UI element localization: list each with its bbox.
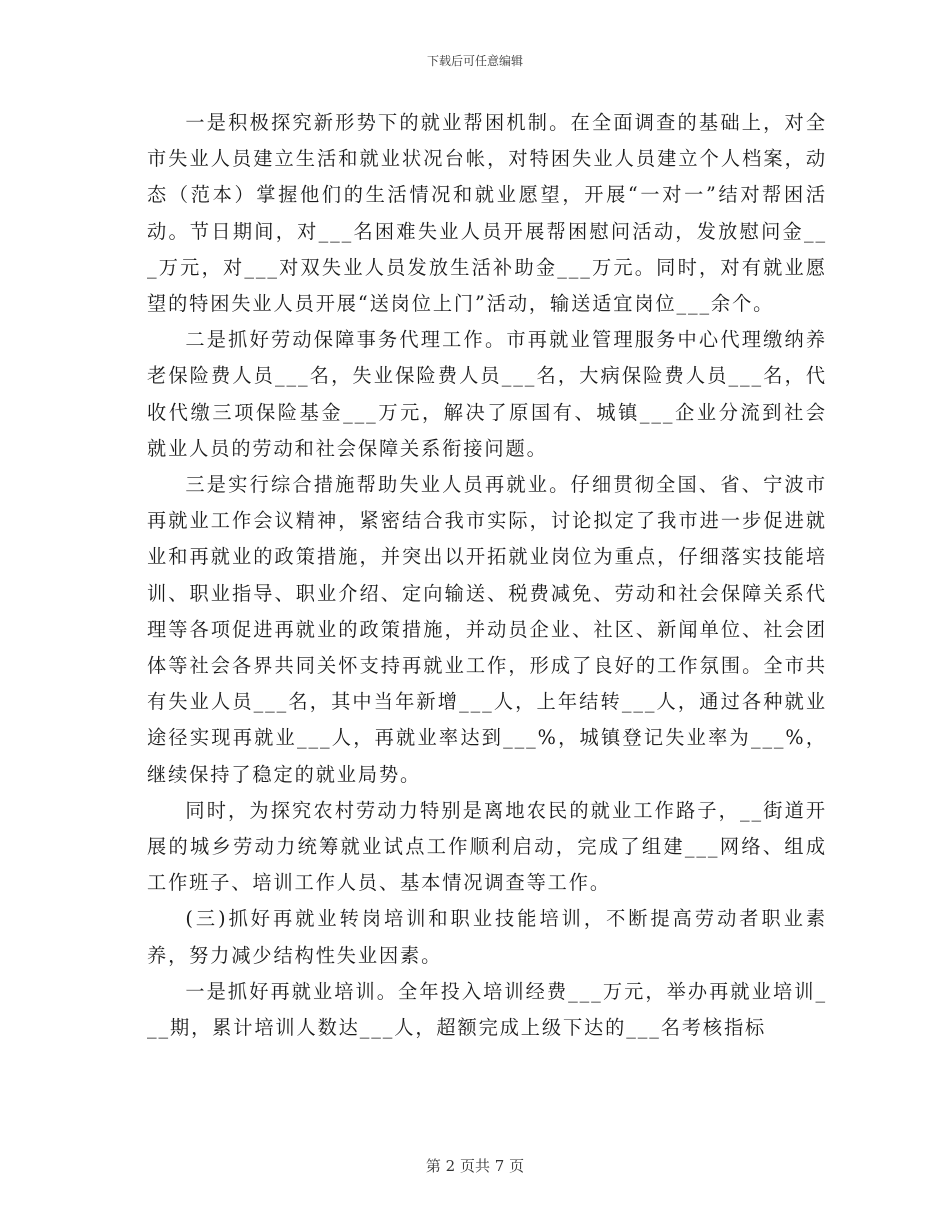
page-header: 下载后可任意编辑: [426, 54, 523, 68]
paragraph-3: 三是实行综合措施帮助失业人员再就业。仔细贯彻全国、省、宁波市再就业工作会议精神，紧密结合我市实际，讨论拟定了我市进一步促进就业和再就业的政策措施，并突出以开拓就业岗位为重点，仔细落实技能培训、职业指导、职业介绍、定向输送、税费减免、劳动和社会保障关系代理等各项促进再就业的政策措施，并动员企业、社区、新闻单位、社会团体等社会各界共同关怀支持再就业工作，形成了良好的工作氛围。全市共有失业人员___名，其中当年新增___人，上年结转___人，通过各种就业途径实现再就业___人，再就业率达到___%，城镇登记失业率为___%，继续保持了稳定的就业局势。: [147, 473, 827, 786]
paragraph-4: 同时，为探究农村劳动力特别是离地农民的就业工作路子，__街道开展的城乡劳动力统筹就业试点工作顺利启动，完成了组建___网络、组成工作班子、培训工作人员、基本情况调查等工作。: [147, 798, 827, 895]
paragraph-6: 一是抓好再就业培训。全年投入培训经费___万元，举办再就业培训___期，累计培训人数达___人，超额完成上级下达的___名考核指标: [147, 979, 827, 1040]
document-body: [147, 105, 827, 1046]
paragraph-5: (三)抓好再就业转岗培训和职业技能培训，不断提高劳动者职业素养，努力减少结构性失业因素。: [147, 907, 827, 967]
paragraph-2: 二是抓好劳动保障事务代理工作。市再就业管理服务中心代理缴纳养老保险费人员___名，失业保险费人员___名，大病保险费人员___名，代收代缴三项保险基金___万元，解决了原国有、城镇___企业分流到社会就业人员的劳动和社会保障关系衔接问题。: [147, 328, 827, 460]
page-footer: 第 2 页共 7 页: [425, 1157, 525, 1175]
paragraph-1: 一是积极探究新形势下的就业帮困机制。在全面调查的基础上，对全市失业人员建立生活和就业状况台帐，对特困失业人员建立个人档案，动态（范本）掌握他们的生活情况和就业愿望，开展“一对一”结对帮困活动。节日期间，对___名困难失业人员开展帮困慰问活动，发放慰问金___万元，对___对双失业人员发放生活补助金___万元。同时，对有就业愿望的特困失业人员开展“送岗位上门”活动，输送适宜岗位___余个。: [147, 111, 827, 316]
